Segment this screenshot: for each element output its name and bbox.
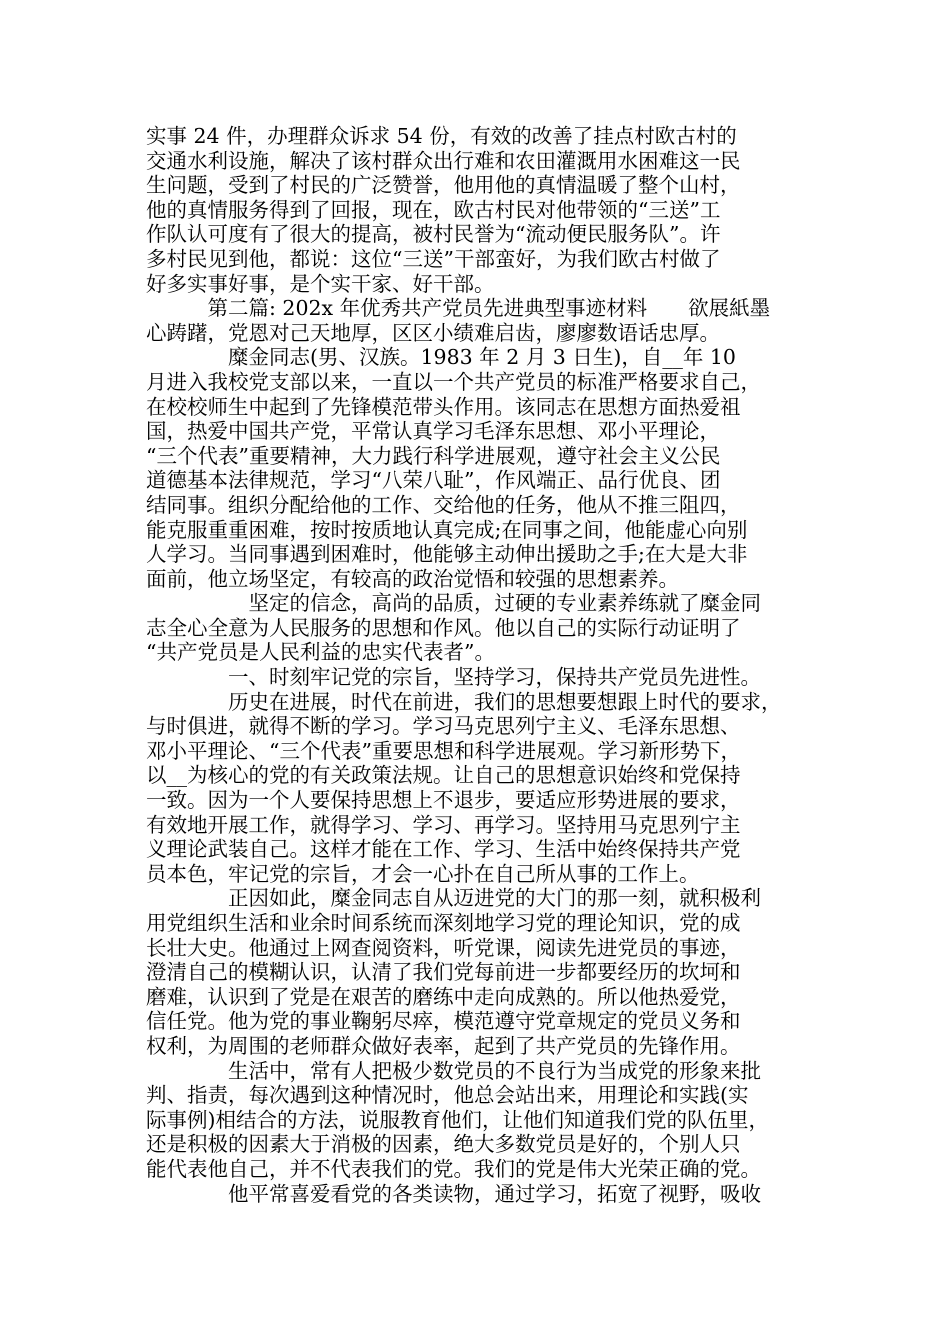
- text-line: “共产党员是人民利益的忠实代表者”。: [146, 640, 495, 665]
- text-line: 面前，他立场坚定，有较高的政治觉悟和较强的思想素养。: [146, 566, 679, 591]
- text-line: 能克服重重困难，按时按质地认真完成;在同事之间，他能虚心向别: [146, 517, 748, 542]
- text-line: 长壮大史。他通过上网查阅资料，听党课，阅读先进党员的事迹，: [146, 935, 741, 960]
- text-line: 义理论武装自己。这样才能在工作、学习、生活中始终保持共产党: [146, 837, 741, 862]
- text-line: 月进入我校党支部以来，一直以一个共产党员的标准严格要求自己，: [146, 369, 761, 394]
- text-line: 作队认可度有了很大的提高，被村民誉为“流动便民服务队”。许: [146, 222, 721, 247]
- text-line: 邓小平理论、“三个代表”重要思想和科学进展观。学习新形势下，: [146, 738, 741, 763]
- text-line: 有效地开展工作，就得学习、学习、再学习。坚持用马克思列宁主: [146, 812, 741, 837]
- text-line: 道德基本法律规范，学习“八荣八耻”，作风端正、品行优良、团: [146, 468, 721, 493]
- text-line: 信任党。他为党的事业鞠躬尽瘁，模范遵守党章规定的党员义务和: [146, 1009, 741, 1034]
- text-line: 多村民见到他，都说：这位“三送”干部蛮好，为我们欧古村做了: [146, 246, 721, 271]
- text-line: 还是积极的因素大于消极的因素，绝大多数党员是好的，个别人只: [146, 1132, 741, 1157]
- text-line: 坚定的信念，高尚的品质，过硬的专业素养练就了糜金同: [146, 591, 761, 616]
- text-line: 能代表他自己，并不代表我们的党。我们的党是伟大光荣正确的党。: [146, 1156, 761, 1181]
- text-line: 一致。因为一个人要保持思想上不退步，要适应形势进展的要求，: [146, 788, 741, 813]
- text-line: 生问题，受到了村民的广泛赞誉，他用他的真情温暖了整个山村，: [146, 173, 741, 198]
- text-line: 实事 24 件，办理群众诉求 54 份，有效的改善了挂点村欧古村的: [146, 124, 737, 148]
- text-line: 以__为核心的党的有关政策法规。让自己的思想意识始终和党保持: [146, 763, 741, 788]
- text-line: 他平常喜爱看党的各类读物，通过学习，拓宽了视野，吸收: [146, 1181, 761, 1206]
- text-line: 际事例)相结合的方法，说服教育他们，让他们知道我们党的队伍里，: [146, 1107, 769, 1132]
- text-line: 心踌躇，党恩对己天地厚，区区小绩难启齿，廖廖数语话忠厚。: [146, 320, 720, 345]
- text-line: 澄清自己的模糊认识，认清了我们党每前进一步都要经历的坎坷和: [146, 960, 741, 985]
- text-line: 判、指责，每次遇到这种情况时，他总会站出来，用理论和实践(实: [146, 1083, 749, 1108]
- text-line: 他的真情服务得到了回报，现在，欧古村民对他带领的“三送”工: [146, 197, 721, 222]
- text-line: 好多实事好事，是个实干家、好干部。: [146, 271, 495, 296]
- text-line: 国，热爱中国共产党，平常认真学习毛泽东思想、邓小平理论，: [146, 419, 720, 444]
- text-line: 交通水利设施，解决了该村群众出行难和农田灌溉用水困难这一民: [146, 148, 741, 173]
- text-line: 员本色，牢记党的宗旨，才会一心扑在自己所从事的工作上。: [146, 861, 700, 886]
- text-line: 结同事。组织分配给他的工作、交给他的任务，他从不推三阻四，: [146, 492, 741, 517]
- text-line: 正因如此，糜金同志自从迈进党的大门的那一刻，就积极利: [146, 886, 761, 911]
- text-line: 在校校师生中起到了先锋模范带头作用。该同志在思想方面热爱祖: [146, 394, 741, 419]
- section-title-line: 第二篇: 202x 年优秀共产党员先进典型事迹材料 欲展紙墨: [146, 296, 771, 321]
- text-line: 糜金同志(男、汉族。1983 年 2 月 3 日生)，自__年 10: [146, 345, 736, 370]
- text-line: 权利，为周围的老师群众做好表率，起到了共产党员的先锋作用。: [146, 1033, 741, 1058]
- text-line: 磨难，认识到了党是在艰苦的磨练中走向成熟的。所以他热爱党，: [146, 984, 741, 1009]
- document-body: [146, 124, 808, 1206]
- text-line: 与时俱进，就得不断的学习。学习马克思列宁主义、毛泽东思想、: [146, 714, 741, 739]
- text-line: 人学习。当同事遇到困难时，他能够主动伸出援助之手;在大是大非: [146, 542, 748, 567]
- text-line: 历史在进展，时代在前进，我们的思想要想跟上时代的要求，: [146, 689, 782, 714]
- subheading-line: 一、时刻牢记党的宗旨，坚持学习，保持共产党员先进性。: [146, 665, 761, 690]
- text-line: “三个代表”重要精神，大力践行科学进展观，遵守社会主义公民: [146, 443, 721, 468]
- text-line: 志全心全意为人民服务的思想和作风。他以自己的实际行动证明了: [146, 615, 741, 640]
- text-line: 生活中，常有人把极少数党员的不良行为当成党的形象来批: [146, 1058, 761, 1083]
- text-line: 用党组织生活和业余时间系统而深刻地学习党的理论知识，党的成: [146, 911, 741, 935]
